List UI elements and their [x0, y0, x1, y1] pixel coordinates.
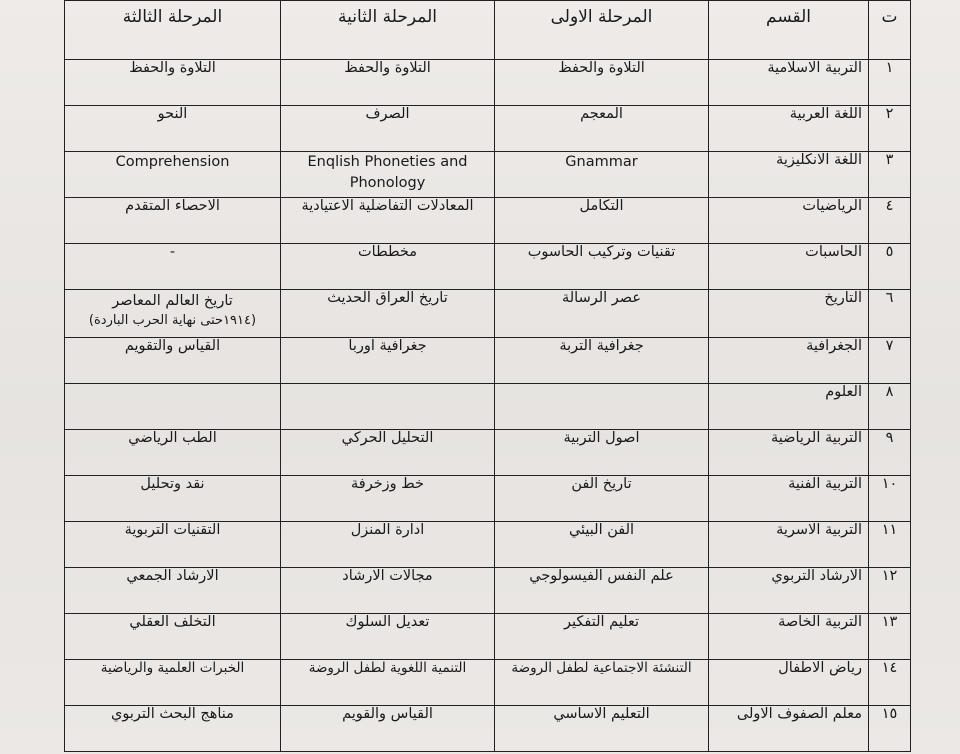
stage2-cell: جغرافية اوربا	[281, 338, 495, 384]
header-stage2: المرحلة الثانية	[281, 1, 495, 60]
stage3-cell: النحو	[65, 106, 281, 152]
stage2-cell: القياس والقويم	[281, 706, 495, 752]
stage1-cell: التنشئة الاجتماعية لطفل الروضة	[495, 660, 709, 706]
department-cell: التربية الاسلامية	[709, 60, 869, 106]
stage2-cell: مخططات	[281, 244, 495, 290]
row-number: ٨	[869, 384, 911, 430]
stage1-cell: تاريخ الفن	[495, 476, 709, 522]
stage1-cell: المعجم	[495, 106, 709, 152]
stage3-cell: التخلف العقلي	[65, 614, 281, 660]
table-row	[65, 244, 911, 290]
stage3-cell: الاحصاء المتقدم	[65, 198, 281, 244]
stage3-cell: -	[65, 244, 281, 290]
stage1-cell: جغرافية التربة	[495, 338, 709, 384]
department-cell: العلوم	[709, 384, 869, 430]
row-number: ٧	[869, 338, 911, 384]
stage2-cell: ادارة المنزل	[281, 522, 495, 568]
row-number: ٣	[869, 152, 911, 198]
stage3-cell: الخبرات العلمية والرياضية	[65, 660, 281, 706]
stage2-cell	[281, 384, 495, 430]
stage2-cell	[281, 152, 495, 198]
stage1-cell: عصر الرسالة	[495, 290, 709, 338]
stage3-line2: (١٩١٤حتى نهاية الحرب الباردة)	[88, 312, 257, 328]
department-cell: التربية الخاصة	[709, 614, 869, 660]
stage3-cell: مناهج البحث التربوي	[65, 706, 281, 752]
table-row	[65, 614, 911, 660]
department-cell: الرياضيات	[709, 198, 869, 244]
header-row	[65, 1, 911, 60]
row-number: ١٤	[869, 660, 911, 706]
stage1-cell	[495, 384, 709, 430]
table-row	[65, 152, 911, 198]
header-dept: القسم	[709, 1, 869, 60]
stage2-cell: التنمية اللغوية لطفل الروضة	[281, 660, 495, 706]
stage1-cell: الفن البيئي	[495, 522, 709, 568]
header-t: ت	[869, 1, 911, 60]
table-row	[65, 106, 911, 152]
stage3-line1: تاريخ العالم المعاصر	[112, 293, 233, 309]
row-number: ١٣	[869, 614, 911, 660]
stage2-cell: مجالات الارشاد	[281, 568, 495, 614]
stage3-cell	[65, 384, 281, 430]
stage1-cell: اصول التربية	[495, 430, 709, 476]
table-row	[65, 384, 911, 430]
row-number: ١٠	[869, 476, 911, 522]
stage3-cell: التلاوة والحفظ	[65, 60, 281, 106]
table-row	[65, 660, 911, 706]
stage3-cell: التقنيات التربوية	[65, 522, 281, 568]
stage1-cell: تقنيات وتركيب الحاسوب	[495, 244, 709, 290]
stage3-cell: القياس والتقويم	[65, 338, 281, 384]
curriculum-table	[64, 0, 911, 752]
stage2-cell: تعديل السلوك	[281, 614, 495, 660]
table-row	[65, 198, 911, 244]
table-row	[65, 522, 911, 568]
row-number: ١	[869, 60, 911, 106]
row-number: ١١	[869, 522, 911, 568]
row-number: ٥	[869, 244, 911, 290]
stage1-cell: التعليم الاساسي	[495, 706, 709, 752]
table-row	[65, 338, 911, 384]
department-cell: اللغة الانكليزية	[709, 152, 869, 198]
stage1-text: Gnammar	[565, 154, 638, 170]
row-number: ١٥	[869, 706, 911, 752]
row-number: ٤	[869, 198, 911, 244]
department-cell: التربية الاسرية	[709, 522, 869, 568]
header-stage3: المرحلة الثالثة	[65, 1, 281, 60]
department-cell: رياض الاطفال	[709, 660, 869, 706]
stage1-cell: التكامل	[495, 198, 709, 244]
stage2-cell: التلاوة والحفظ	[281, 60, 495, 106]
table-row	[65, 476, 911, 522]
stage1-cell	[495, 152, 709, 198]
stage3-cell	[65, 290, 281, 338]
stage1-cell: تعليم التفكير	[495, 614, 709, 660]
row-number: ٢	[869, 106, 911, 152]
department-cell: الارشاد التربوي	[709, 568, 869, 614]
row-number: ٩	[869, 430, 911, 476]
table-row	[65, 706, 911, 752]
department-cell: التربية الرياضية	[709, 430, 869, 476]
stage2-cell: الصرف	[281, 106, 495, 152]
stage2-cell: تاريخ العراق الحديث	[281, 290, 495, 338]
table-row	[65, 430, 911, 476]
header-stage1: المرحلة الاولى	[495, 1, 709, 60]
stage3-text: Comprehension	[115, 154, 230, 170]
stage1-cell: التلاوة والحفظ	[495, 60, 709, 106]
department-cell: اللغة العربية	[709, 106, 869, 152]
stage2-text: Enqlish Phoneties and Phonology	[307, 154, 468, 192]
department-cell: معلم الصفوف الاولى	[709, 706, 869, 752]
stage3-cell	[65, 152, 281, 198]
table-row	[65, 568, 911, 614]
table-row	[65, 60, 911, 106]
stage1-cell: علم النفس الفيسولوجي	[495, 568, 709, 614]
stage3-cell: الطب الرياضي	[65, 430, 281, 476]
table-row	[65, 290, 911, 338]
row-number: ١٢	[869, 568, 911, 614]
stage3-cell: نقد وتحليل	[65, 476, 281, 522]
stage2-cell: خط وزخرفة	[281, 476, 495, 522]
department-cell: التاريخ	[709, 290, 869, 338]
row-number: ٦	[869, 290, 911, 338]
stage3-cell: الارشاد الجمعي	[65, 568, 281, 614]
department-cell: الجغرافية	[709, 338, 869, 384]
department-cell: الحاسبات	[709, 244, 869, 290]
stage2-cell: المعادلات التفاضلية الاعتيادية	[281, 198, 495, 244]
department-cell: التربية الفنية	[709, 476, 869, 522]
stage2-cell: التحليل الحركي	[281, 430, 495, 476]
